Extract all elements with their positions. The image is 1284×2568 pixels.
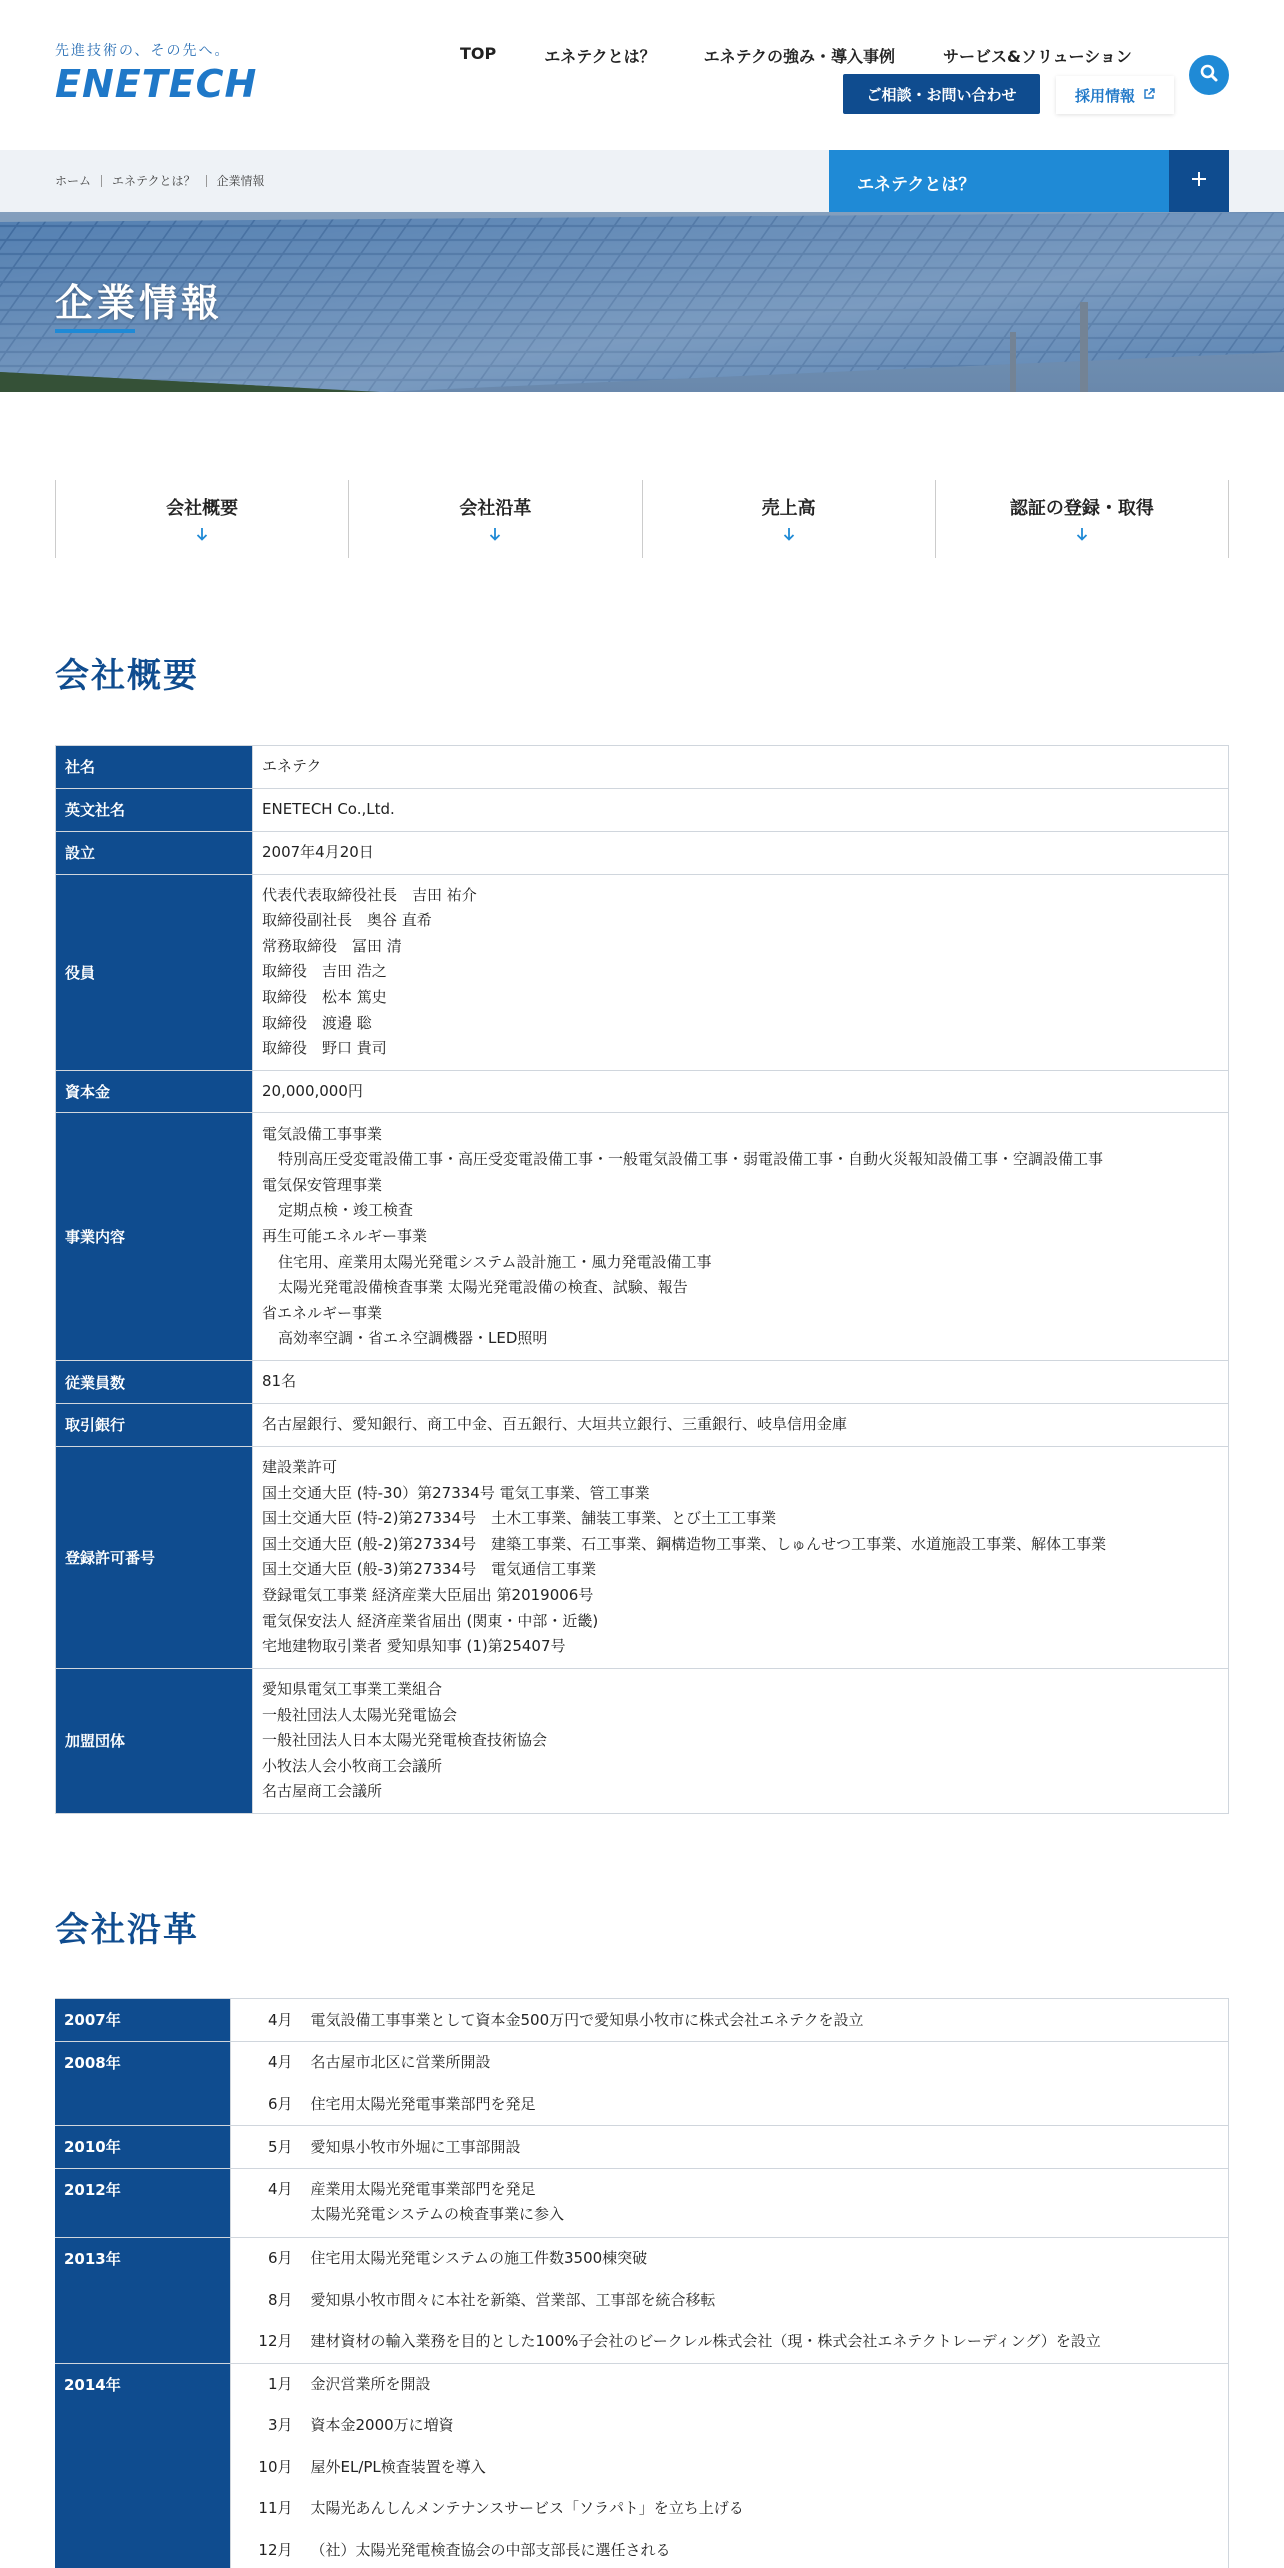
value-line: 取締役 野口 貴司 — [262, 1039, 387, 1058]
value-line: 取締役 渡邉 聡 — [262, 1013, 372, 1032]
hero-banner — [0, 212, 1284, 392]
event-month: 6月 — [267, 2094, 293, 2113]
event-text: 太陽光あんしんメンテナンスサービス「ソラパト」を立ち上げる — [310, 2499, 744, 2518]
history-event — [231, 2238, 1229, 2280]
row-label: 資本金 — [56, 1070, 253, 1113]
tab-label: 売上高 — [761, 497, 816, 519]
row-label: 従業員数 — [56, 1361, 253, 1404]
history-event — [231, 2447, 1229, 2489]
value-line: 電気保安管理事業 — [262, 1175, 383, 1194]
breadcrumb — [55, 172, 265, 189]
table-row — [55, 2169, 1229, 2238]
history-event — [231, 2321, 1229, 2363]
event-month: 3月 — [267, 2416, 293, 2435]
history-event — [231, 2488, 1229, 2530]
value-line: 愛知県電気工事業工業組合 — [262, 1679, 443, 1698]
event-text — [311, 2177, 1229, 2227]
event-text: 愛知県小牧市外堀に工事部開設 — [310, 2137, 521, 2156]
nav-item-strengths[interactable]: エネテクの強み・導入事例 — [703, 47, 895, 66]
event-text: 屋外EL/PL検査装置を導入 — [310, 2457, 486, 2476]
row-label: 加盟団体 — [56, 1668, 253, 1813]
event-month: 4月 — [267, 2180, 293, 2198]
value-line: 国土交通大臣 (般-3)第27334号 電気通信工事業 — [262, 1560, 597, 1579]
breadcrumb-current: 企業情報 — [216, 174, 265, 188]
event-text: 住宅用太陽光発電事業部門を発足 — [310, 2094, 536, 2113]
recruit-button[interactable] — [1056, 76, 1174, 114]
tab-sales[interactable] — [642, 480, 935, 558]
arrow-down-icon — [196, 526, 208, 545]
tab-label: 認証の登録・取得 — [1009, 497, 1154, 519]
table-row — [55, 2363, 1229, 2568]
arrow-down-icon — [1076, 526, 1088, 545]
history-events — [230, 2238, 1229, 2364]
table-row — [56, 874, 1229, 1070]
value-line: 取締役 松本 篤史 — [262, 987, 387, 1006]
history-event — [231, 2364, 1229, 2406]
value-line: 一般社団法人日本太陽光発電検査技術協会 — [262, 1731, 548, 1750]
arrow-down-icon — [783, 526, 795, 545]
row-value — [253, 1361, 1229, 1404]
search-icon — [1199, 63, 1219, 87]
recruit-button-label: 採用情報 — [1074, 86, 1135, 105]
breadcrumb-separator — [101, 175, 102, 187]
tab-overview[interactable] — [55, 480, 348, 558]
contact-button[interactable] — [843, 74, 1040, 114]
nav-item-top[interactable]: TOP — [460, 44, 497, 63]
value-line: 一般社団法人太陽光発電協会 — [262, 1705, 458, 1724]
value-line: 太陽光発電設備検査事業 太陽光発電設備の検査、試験、報告 — [278, 1278, 688, 1297]
history-year: 2010年 — [55, 2126, 230, 2169]
value-line: 電気設備工事事業 — [262, 1124, 383, 1143]
event-month: 6月 — [267, 2249, 293, 2268]
event-text: 資本金2000万に増資 — [310, 2416, 454, 2435]
logo-wordmark: ENETECH — [55, 62, 258, 106]
arrow-down-icon — [489, 526, 501, 545]
tab-certifications[interactable] — [935, 480, 1229, 558]
contact-button-label: ご相談・お問い合わせ — [866, 85, 1017, 104]
value-line: 国土交通大臣 (特-30）第27334号 電気工事業、管工事業 — [262, 1483, 650, 1502]
value-line: 2007年4月20日 — [262, 842, 374, 861]
row-label: 取引銀行 — [56, 1403, 253, 1446]
row-value — [253, 831, 1229, 874]
section-nav-dropdown[interactable] — [829, 150, 1229, 212]
value-line: 取締役副社長 奥谷 直希 — [262, 911, 432, 930]
value-line: 代表代表取締役社長 吉田 祐介 — [262, 885, 477, 904]
breadcrumb-home[interactable]: ホーム — [55, 174, 92, 188]
value-line: 小牧法人会小牧商工会議所 — [262, 1756, 443, 1775]
value-line: 建設業許可 — [262, 1458, 338, 1477]
event-month: 5月 — [267, 2137, 293, 2156]
row-value — [253, 874, 1229, 1070]
breadcrumb-separator — [206, 175, 207, 187]
tab-label: 会社概要 — [166, 497, 239, 519]
history-events — [230, 2042, 1229, 2126]
value-line: 取締役 吉田 浩之 — [262, 962, 387, 981]
event-month: 4月 — [267, 2053, 293, 2072]
event-text: 金沢営業所を開設 — [310, 2374, 431, 2393]
row-value — [253, 1668, 1229, 1813]
table-row — [56, 1403, 1229, 1446]
company-overview-table — [55, 745, 1229, 1814]
value-line: 定期点検・竣工検査 — [278, 1201, 414, 1220]
breadcrumb-bar — [0, 150, 1284, 212]
history-event — [231, 2280, 1229, 2322]
row-label: 英文社名 — [56, 788, 253, 831]
history-events — [230, 2169, 1229, 2238]
value-line: 高効率空調・省エネ空調機器・LED照明 — [278, 1329, 548, 1348]
event-month: 12月 — [258, 2540, 293, 2559]
global-nav — [460, 44, 1132, 67]
table-row — [56, 746, 1229, 789]
event-text: 電気設備工事事業として資本金500万円で愛知県小牧市に株式会社エネテクを設立 — [310, 2010, 864, 2029]
row-value — [253, 746, 1229, 789]
event-month: 10月 — [258, 2457, 293, 2476]
nav-item-services[interactable]: サービス&ソリューション — [943, 47, 1132, 66]
site-header — [0, 0, 1284, 150]
history-year: 2013年 — [55, 2238, 230, 2364]
history-events — [230, 1999, 1229, 2042]
history-events — [230, 2126, 1229, 2169]
event-month: 1月 — [267, 2374, 293, 2393]
value-line: 住宅用、産業用太陽光発電システム設計施工・風力発電設備工事 — [278, 1252, 712, 1271]
event-text: （社）太陽光発電検査協会の中部支部長に選任される — [310, 2540, 671, 2559]
value-line: 特別高圧受変電設備工事・高圧受変電設備工事・一般電気設備工事・弱電設備工事・自動火災報知設備工事・空調設備工事 — [278, 1150, 1104, 1169]
row-value — [253, 1113, 1229, 1361]
row-label: 役員 — [56, 874, 253, 1070]
event-month: 8月 — [267, 2290, 293, 2309]
value-line: 国土交通大臣 (特-2)第27334号 土木工事業、舗装工事業、とび土工工事業 — [262, 1509, 777, 1528]
table-row — [55, 1999, 1229, 2042]
row-value — [253, 1403, 1229, 1446]
value-line: 常務取締役 冨田 清 — [262, 936, 402, 955]
value-line: 登録電気工事業 経済産業大臣届出 第2019006号 — [262, 1586, 594, 1605]
row-label: 登録許可番号 — [56, 1446, 253, 1668]
event-text-line: 太陽光発電システムの検査事業に参入 — [310, 2205, 565, 2223]
section-nav-label: エネテクとは？ — [857, 175, 976, 195]
nav-item-about[interactable]: エネテクとは？ — [544, 47, 656, 66]
value-line: 名古屋銀行、愛知銀行、商工中金、百五銀行、大垣共立銀行、三重銀行、岐阜信用金庫 — [262, 1415, 848, 1434]
event-month: 4月 — [267, 2010, 293, 2029]
table-row — [55, 2126, 1229, 2169]
value-line: 20,000,000円 — [262, 1081, 363, 1100]
table-row — [56, 1113, 1229, 1361]
table-row — [55, 2042, 1229, 2126]
title-underline — [55, 329, 135, 333]
value-line: エネテク — [262, 757, 322, 775]
event-text: 住宅用太陽光発電システムの施工件数3500棟突破 — [310, 2249, 648, 2268]
event-text: 名古屋市北区に営業所開設 — [310, 2053, 491, 2072]
history-event — [231, 2042, 1229, 2084]
value-line: 宅地建物取引業者 愛知県知事 (1)第25407号 — [262, 1637, 566, 1656]
value-line: ENETECH Co.,Ltd. — [262, 799, 395, 818]
row-label: 社名 — [56, 746, 253, 789]
history-events — [230, 2363, 1229, 2568]
value-line: 再生可能エネルギー事業 — [262, 1227, 428, 1246]
history-event — [231, 2530, 1229, 2568]
tab-label: 会社沿革 — [459, 497, 532, 519]
history-event — [231, 2084, 1229, 2126]
table-row — [56, 1070, 1229, 1113]
table-row — [56, 1361, 1229, 1404]
value-line: 省エネルギー事業 — [262, 1303, 383, 1322]
row-value — [253, 1446, 1229, 1668]
event-month: 11月 — [258, 2499, 293, 2518]
logo-tagline: 先進技術の、その先へ。 — [55, 43, 231, 59]
event-text: 建材資材の輸入業務を目的とした100%子会社のビークレル株式会社（現・株式会社エネテクトレーディング）を設立 — [310, 2332, 1101, 2351]
row-label: 設立 — [56, 831, 253, 874]
site-logo[interactable] — [55, 40, 258, 106]
section-heading-history: 会社沿革 — [55, 1910, 199, 1950]
table-row — [56, 831, 1229, 874]
history-event — [231, 2169, 1229, 2237]
company-history-table — [55, 1998, 1229, 2568]
expand-button[interactable] — [1169, 150, 1229, 212]
breadcrumb-about[interactable]: エネテクとは？ — [112, 174, 196, 188]
event-month: 12月 — [258, 2332, 293, 2351]
history-event — [231, 1999, 1229, 2041]
event-text: 愛知県小牧市間々に本社を新築、営業部、工事部を統合移転 — [310, 2290, 716, 2309]
history-year: 2014年 — [55, 2363, 230, 2568]
search-button[interactable] — [1189, 55, 1229, 95]
value-line: 81名 — [262, 1372, 297, 1391]
value-line: 名古屋商工会議所 — [262, 1782, 383, 1801]
table-row — [56, 788, 1229, 831]
page-title: 企業情報 — [55, 281, 224, 325]
section-heading-overview: 会社概要 — [55, 656, 199, 696]
row-value — [253, 1070, 1229, 1113]
external-link-icon — [1143, 86, 1155, 104]
row-label: 事業内容 — [56, 1113, 253, 1361]
tab-history[interactable] — [348, 480, 641, 558]
history-event — [231, 2126, 1229, 2168]
value-line: 電気保安法人 経済産業省届出 (関東・中部・近畿) — [262, 1611, 599, 1630]
history-year: 2012年 — [55, 2169, 230, 2238]
history-year: 2007年 — [55, 1999, 230, 2042]
table-row — [56, 1668, 1229, 1813]
anchor-tabs — [55, 480, 1229, 558]
row-value — [253, 788, 1229, 831]
table-row — [56, 1446, 1229, 1668]
history-year: 2008年 — [55, 2042, 230, 2126]
table-row — [55, 2238, 1229, 2364]
history-event — [231, 2405, 1229, 2447]
value-line: 国土交通大臣 (般-2)第27334号 建築工事業、石工事業、鋼構造物工事業、しゅんせつ工事業、水道施設工事業、解体工事業 — [262, 1534, 1107, 1553]
event-text-line: 産業用太陽光発電事業部門を発足 — [310, 2180, 536, 2198]
plus-icon — [1191, 171, 1207, 191]
